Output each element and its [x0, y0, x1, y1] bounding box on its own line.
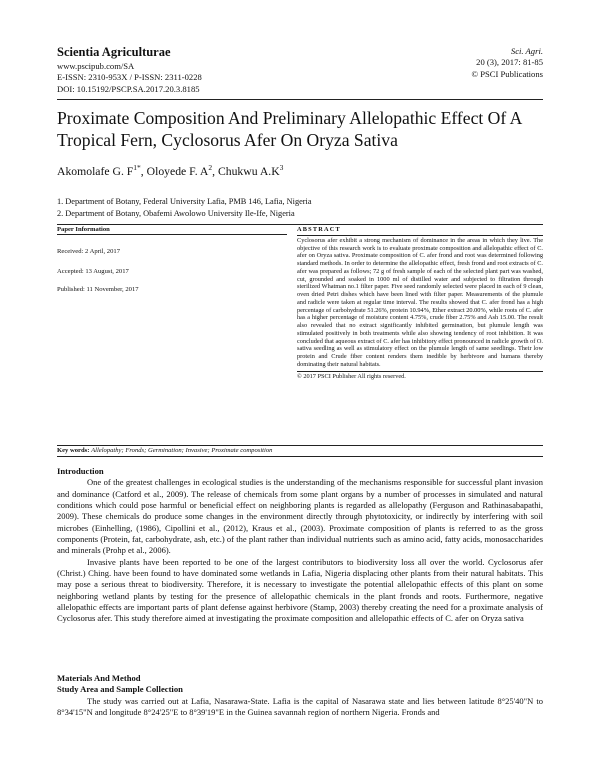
received-date: Received: 2 April, 2017 — [57, 248, 120, 255]
journal-website[interactable]: www.pscipub.com/SA — [57, 61, 135, 71]
affiliation-2: 2. Department of Botany, Obafemi Awolowo University Ile-Ife, Nigeria — [57, 209, 295, 218]
keywords-top-rule — [57, 445, 543, 446]
abstract — [297, 226, 543, 380]
copyright-line: © 2017 PSCI Publisher All rights reserved. — [297, 371, 543, 381]
study-area-heading: Study Area and Sample Collection — [57, 684, 183, 695]
affiliations — [57, 196, 312, 220]
author-2: Oloyede F. A — [146, 164, 209, 178]
header-divider — [57, 99, 543, 100]
article-doi[interactable]: DOI: 10.15192/PSCP.SA.2017.20.3.8185 — [57, 83, 200, 94]
citation-info — [472, 46, 543, 80]
volume-pages: 20 (3), 2017: 81-85 — [476, 57, 543, 68]
journal-details — [57, 61, 202, 95]
keywords-label: Key words: — [57, 447, 90, 454]
author-1: Akomolafe G. F — [57, 164, 134, 178]
publisher: © PSCI Publications — [471, 68, 543, 79]
keywords-bottom-rule — [57, 456, 543, 457]
abstract-text: Cyclosorus afer exhibit a strong mechanism of dominance in the areas in which they live. The objective of this research work is to evaluate proximate composition and allelopathic effect of C. afer on Oryza sativa. Proximate composition of C. afer frond and root was determined following standard methods. In order to determine the allelopathic effect, fresh frond and root extracts of C. afer was prepared as follows; 72 g of fresh sample of each of the selected plant part was washed, cut, grounded and soaked in 1000 ml of distilled water and subjected to filtration through sterilized Whatman no.1 filter paper. Five seed randomly selected were placed in each of 9 clean, oven dried Petri dishes which have been lined with filter paper. Measurements of the plumule and radicle were taken at regular time interval. The results showed that C. afer frond has a high percentage of carbohydrate 51.26%, protein 10.94%, Ether extract 20.00%, while roots of C. afer has a higher percentage of moisture content 4.75%, crude fiber 2.75% and Ash 15.00. The result also revealed that no extract significantly inhibited germination, but plumule length was stimulated positively in both treatments while also showing tendency of root inhibition. It was concluded that aqueous extract of C. afer has inhibitory effect pronounced in radicle growth of O. sativa seedling as well as stimulatory effect on the plumule length of same seedlings. Their low protein and Crude fiber content renders them inedible by herbivore and humans thereby dominating their natural habitats. — [297, 236, 543, 368]
methods-section — [57, 673, 543, 718]
author-list: Akomolafe G. $F^{1*}$, Oloyede F. $A^2$, Chukwu $A.K^3$ — [57, 163, 284, 178]
author-1-sup: 1* — [133, 163, 141, 172]
author-3-sup: 3 — [279, 163, 284, 172]
affiliation-1: 1. Department of Botany, Federal University Lafia, PMB 146, Lafia, Nigeria — [57, 197, 312, 206]
keywords — [57, 447, 543, 454]
keywords-text: Allelopathy; Fronds; Germination; Invasive; Proximate composition — [91, 447, 273, 454]
introduction-paragraph-1: One of the greatest challenges in ecological studies is the understanding of the mechanisms responsible for successful plant invasion and dominance (Catford et al., 2009). The release of chemicals from some plant organs by a number of processes in simulated and natural conditions which could pose harmful or beneficial effect on neighboring plants is regarded as allelopathy (Ferguson and Rathinasabapathi, 2009). These chemicals do produce some changes in the environment directly through phytotoxicity, or indirectly by interfering with soil microbes (Einhelling, (1986), Cipollini et al., (2012), Kraus et al., (2003). Proximate composition of plants is referred to as the gross components (Protein, fat, carbohydrate, ash, etc.) of the plant rather than individual nutrients such as amino acid, fatty acids, monosaccharides and minerals (Prohp et al., 2006). — [57, 477, 543, 556]
author-3: Chukwu A.K — [217, 164, 280, 178]
introduction-heading: Introduction — [57, 466, 104, 476]
accepted-date: Accepted: 13 August, 2017 — [57, 268, 129, 275]
journal-issn: E-ISSN: 2310-953X / P-ISSN: 2311-0228 — [57, 72, 202, 83]
published-date: Published: 11 November, 2017 — [57, 286, 139, 293]
abstract-heading: ABSTRACT — [297, 226, 543, 236]
journal-abbrev: Sci. Agri. — [510, 46, 543, 56]
info-top-rule — [57, 224, 543, 225]
methods-paragraph-1: The study was carried out at Lafia, Nasarawa-State. Lafia is the capital of Nasarawa state and lies between latitude 8°25'40"N to 8°34'15"N and longitude 8°24'25"E to 8°39'19"E in the Guinea savannah region of northern Nigeria. Fronds and — [57, 695, 543, 718]
introduction-section — [57, 466, 543, 625]
article-title: Proximate Composition And Preliminary Allelopathic Effect Of A Tropical Fern, Cyclosorus Afer On Oryza Sativa — [57, 108, 522, 150]
author-2-sup: 2 — [208, 163, 213, 172]
methods-heading: Materials And Method — [57, 673, 141, 683]
journal-name: Scientia Agriculturae — [57, 45, 171, 59]
paper-information — [57, 226, 287, 293]
paper-info-heading: Paper Information — [57, 226, 287, 235]
introduction-paragraph-2: Invasive plants have been reported to be one of the largest contributors to biodiversity loss all over the world. Cyclosorus afer (Christ.) Ching. have been found to have dominated some wetlands in Lafia, Nigeria displacing other plants from their natural habitats. This may pose a serious threat to biodiversity. Therefore, it is necessary to investigate the potential allelopathic effects of this plant on some neighboring wetland plants by testing for the presence of allelopathic chemicals in the plant fronds and roots. Furthermore, negative allelopathic effects are important parts of plant defense against herbivore (Stamp, 2003) thereby creating the need for a proximate analysis of Cyclosorus afer. This study therefore aimed at investigating the proximate composition and allelopathic effects of C. afer on Oryza sativa — [57, 556, 543, 624]
